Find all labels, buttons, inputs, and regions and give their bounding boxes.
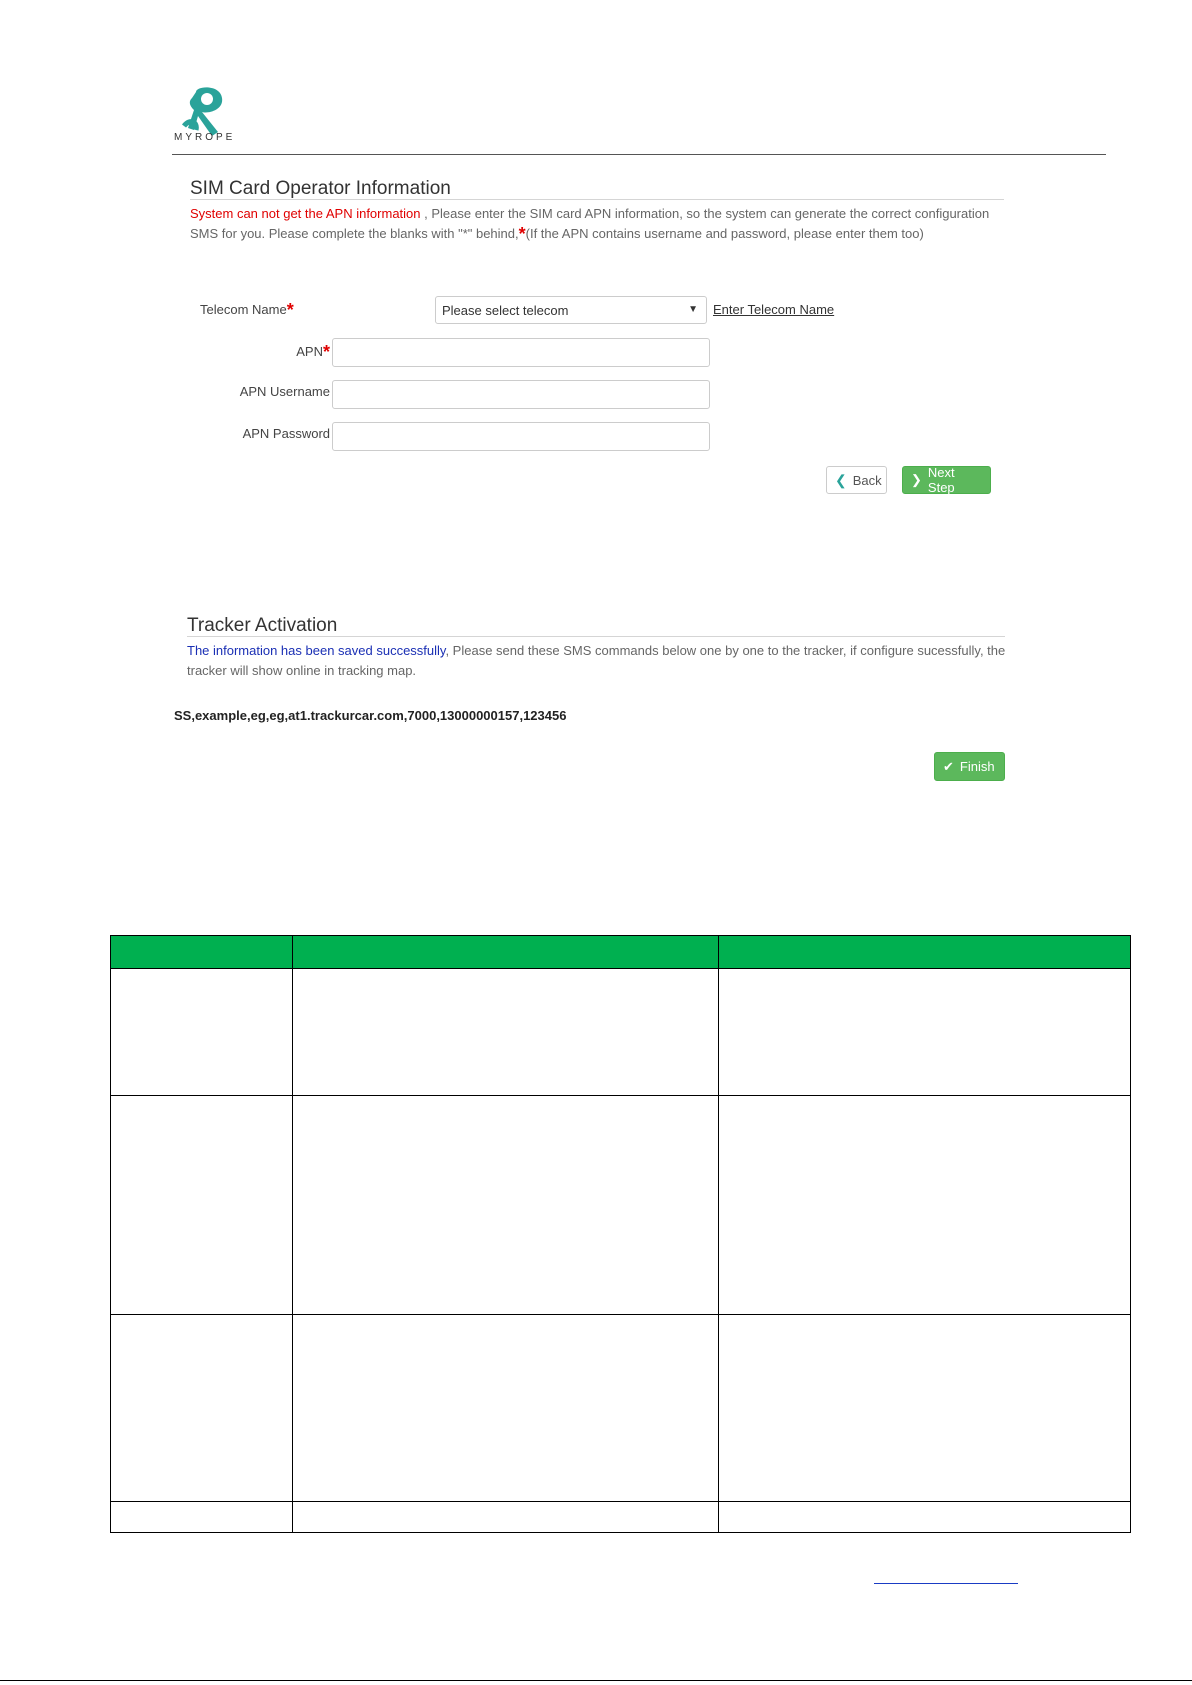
apn-password-input[interactable] [332, 422, 710, 451]
table-row-divider [110, 1314, 1131, 1315]
telecom-select-value: Please select telecom [442, 303, 569, 318]
apn-username-input[interactable] [332, 380, 710, 409]
table-border [718, 935, 719, 1533]
required-star: * [322, 342, 330, 362]
tracker-instructions-text: , Please send these SMS commands below one by one to the tracker, if configure sucessfully, the tracker will show online in tracking map. [187, 643, 1006, 678]
table-border [110, 935, 111, 1533]
table-border [110, 1532, 1131, 1533]
telecom-select[interactable] [435, 296, 707, 324]
required-star: * [286, 300, 294, 320]
table-row-divider [110, 1095, 1131, 1096]
apn-label [190, 342, 330, 363]
next-step-button[interactable] [902, 466, 991, 494]
table-border [110, 935, 1131, 936]
tracker-instructions [187, 641, 1017, 681]
sim-section-title: SIM Card Operator Information [190, 178, 451, 199]
table-row-divider [110, 1501, 1131, 1502]
back-button-label: Back [852, 472, 882, 488]
apn-input[interactable] [332, 338, 710, 367]
header-divider [172, 154, 1106, 155]
next-step-button-label: Next Step [927, 465, 955, 495]
finish-button[interactable] [934, 752, 1005, 781]
tracker-section-title: Tracker Activation [187, 615, 338, 636]
sms-command: SS,example,eg,eg,at1.trackurcar.com,7000,13000000157,123456 [174, 708, 567, 723]
sim-instructions-note: (If the APN contains username and password, please enter them too) [525, 226, 924, 241]
logo-text: MYROPE [174, 132, 236, 143]
apn-label-text: APN [296, 344, 323, 359]
required-star: * [518, 224, 526, 244]
table-header-row [110, 935, 1131, 968]
tracker-section-divider [187, 636, 1005, 637]
enter-telecom-name-link[interactable]: Enter Telecom Name [713, 302, 835, 317]
check-icon: ✔ [943, 758, 954, 774]
telecom-name-label [200, 300, 330, 321]
apn-warning: System can not get the APN information [190, 206, 421, 221]
table-border [292, 935, 293, 1533]
back-button[interactable] [826, 466, 887, 494]
apn-password-label: APN Password [242, 426, 330, 441]
apn-username-label: APN Username [239, 384, 330, 399]
footer-divider [0, 1680, 1192, 1681]
finish-button-label: Finish [959, 759, 995, 774]
save-success-message: The information has been saved successfully [187, 643, 446, 658]
footer-link-underline[interactable] [874, 1583, 1018, 1584]
chevron-right-icon: ❯ [911, 472, 922, 487]
table-border [110, 968, 1131, 969]
table-border [1130, 935, 1131, 1533]
sim-instructions-text: , Please enter the SIM card APN information, so the system can generate the correct configuration SMS for you. Please complete the blanks with "*" behind, [190, 206, 990, 241]
telecom-name-text: Telecom Name [200, 302, 287, 317]
info-table [110, 935, 1131, 1533]
caret-down-icon: ▼ [688, 304, 698, 315]
chevron-left-icon: ❮ [835, 471, 847, 488]
sim-section-divider [190, 199, 1004, 200]
sim-instructions [190, 204, 1020, 244]
